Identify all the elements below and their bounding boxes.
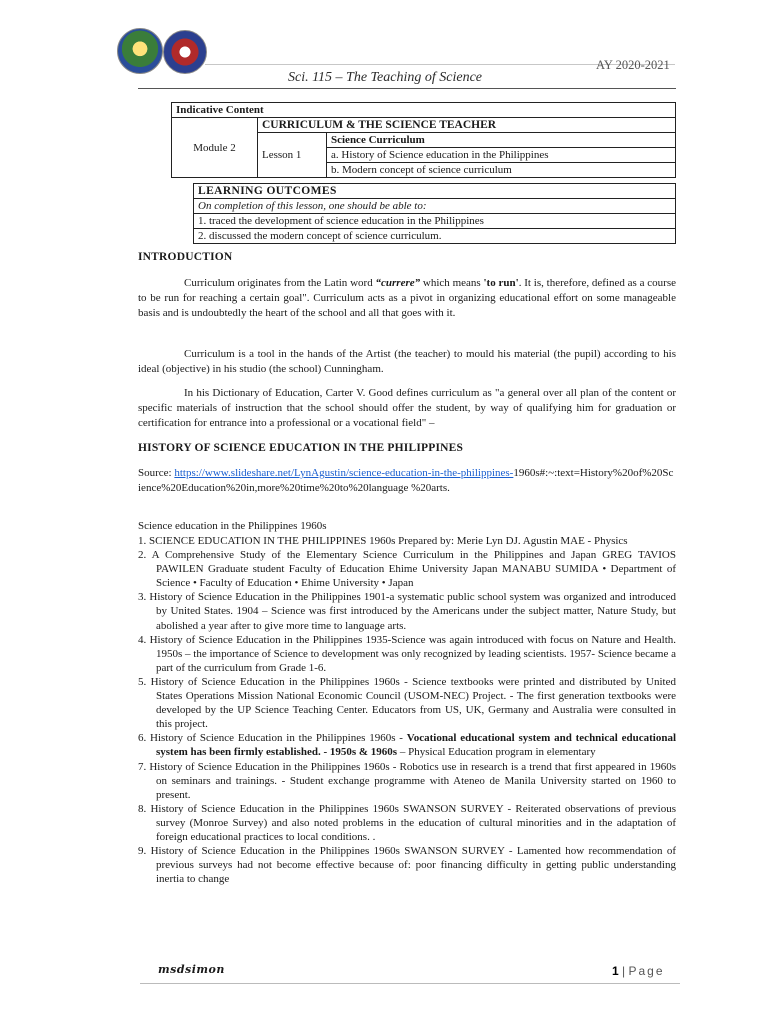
- page-number-value: 1: [612, 964, 619, 978]
- learning-outcomes-table: [193, 183, 676, 244]
- history-subtitle: Science education in the Philippines 1960s: [138, 520, 327, 532]
- module-label: Module 2: [172, 118, 258, 178]
- lesson-label: Lesson 1: [258, 133, 327, 178]
- source-url-rest: 1960s#:~:text=History%20of%20Science%20Education%20in,more%20time%20to%20language %20arts.: [138, 467, 674, 494]
- item-text: – Physical Education program in elementary: [397, 746, 596, 759]
- outcome-item: 1. traced the development of science education in the Philippines: [194, 214, 676, 229]
- source-citation: [138, 466, 676, 496]
- list-item: 4. History of Science Education in the Philippines 1935-Science was again introduced with focus on Nature and Health. 1950s – the importance of Science to development was only recognized by leading scientists. 1957- Science became a part of the curriculum from Grade 1-6.: [138, 633, 676, 674]
- lesson-title: Science Curriculum: [327, 133, 676, 148]
- learning-outcomes-heading: LEARNING OUTCOMES: [194, 184, 676, 199]
- learning-outcomes-lead: On completion of this lesson, one should be able to:: [194, 199, 676, 214]
- module-title: CURRICULUM & THE SCIENCE TEACHER: [258, 118, 676, 133]
- list-item: 7. History of Science Education in the Philippines 1960s - Robotics use in research is a trend that first appeared in 1960s on seminars and trainings. - Student exchange programme with Ateneo de Manila University started on 1960 to present.: [138, 760, 676, 801]
- item-text: 6. History of Science Education in the Philippines 1960s -: [138, 732, 407, 745]
- list-item: 3. History of Science Education in the Philippines 1901-a systematic public school system was organized and introduced by United States. 1904 – Science was first introduced by the Americans under the subject matter, Nature Study, but abolished a year after to give more time to language arts.: [138, 591, 676, 632]
- list-item: 8. History of Science Education in the Philippines 1960s SWANSON SURVEY - Reiterated observations of previous survey (Monroe Survey) and also noted problems in the education of cultural minorities and in the adaptation of foreign educational practices to local conditions. .: [138, 802, 676, 843]
- course-title-underline: [138, 88, 676, 89]
- latin-meaning: 'to run': [483, 277, 519, 289]
- college-seal-logo: [163, 30, 207, 74]
- list-item: 9. History of Science Education in the Philippines 1960s SWANSON SURVEY - Lamented how recommendation of previous surveys had not become effective because of: poor financing difficulty in getting public understanding inertia to change: [138, 845, 676, 886]
- source-link[interactable]: https://www.slideshare.net/LynAgustin/science-education-in-the-philippines-: [174, 467, 514, 479]
- list-item: 1. SCIENCE EDUCATION IN THE PHILIPPINES 1960s Prepared by: Merie Lyn DJ. Agustin MAE - Physics: [138, 535, 628, 547]
- list-item: 5. History of Science Education in the Philippines 1960s - Science textbooks were printed and distributed by United States Operations Mission National Economic Council (USOM-NEC) Project. - The first generation textbooks were developed by the UP Science Teaching Center. Educators from US, UK, Germany and Australia were consulted in this project.: [138, 675, 676, 731]
- topic-b: b. Modern concept of science curriculum: [327, 163, 676, 178]
- page-number: [612, 964, 665, 978]
- history-heading: HISTORY OF SCIENCE EDUCATION IN THE PHILIPPINES: [138, 442, 464, 454]
- indicative-content-table: [171, 102, 676, 178]
- latin-word: “currere”: [375, 277, 421, 289]
- course-title: Sci. 115 – The Teaching of Science: [287, 70, 483, 85]
- school-logos: [117, 28, 207, 74]
- author-signature: msdsimon: [158, 963, 225, 976]
- source-label: Source:: [138, 467, 175, 479]
- intro-text: which means: [420, 277, 484, 289]
- page-separator: |: [618, 964, 629, 978]
- footer-divider: [140, 983, 680, 984]
- intro-paragraph-1: [138, 276, 676, 321]
- history-list: [138, 534, 676, 886]
- indicative-content-label: Indicative Content: [172, 103, 676, 118]
- academic-year: AY 2020-2021: [596, 58, 670, 72]
- outcome-item: 2. discussed the modern concept of science curriculum.: [194, 229, 676, 244]
- intro-paragraph-2: Curriculum is a tool in the hands of the Artist (the teacher) to mould his material (the pupil) according to his ideal (objective) in his studio (the school) Cunningham.: [138, 348, 676, 375]
- item-bold-text: Vocational educational system and technical educational system has been firmly established. - 1950s & 1960s: [156, 732, 676, 759]
- introduction-heading: INTRODUCTION: [138, 251, 233, 263]
- topic-a: a. History of Science education in the Philippines: [327, 148, 676, 163]
- intro-paragraph-3: In his Dictionary of Education, Carter V. Good defines curriculum as "a general over all plan of the content or specific materials of instruction that the school should offer the student, by way of qualifying him for graduation or certification for entrance into a professional or a vocational field" –: [138, 387, 676, 429]
- university-seal-logo: [117, 28, 163, 74]
- page-word: Page: [628, 964, 665, 978]
- intro-text: . It is, therefore, defined as a course to be run for reaching a certain goal". Curriculum acts as a pivot in organizing educational effort on some manageable basis and is undoubtedly the heart of the school and all that goes with it.: [138, 277, 677, 319]
- intro-text: Curriculum originates from the Latin word: [184, 277, 376, 289]
- list-item: 2. A Comprehensive Study of the Elementary Science Curriculum in the Philippines and Japan GREG TAVIOS PAWILEN Graduate student Faculty of Education Ehime University Japan MANABU SUMIDA • Department of Science • Faculty of Education • Ehime University • Japan: [138, 549, 676, 590]
- list-item: [138, 731, 676, 759]
